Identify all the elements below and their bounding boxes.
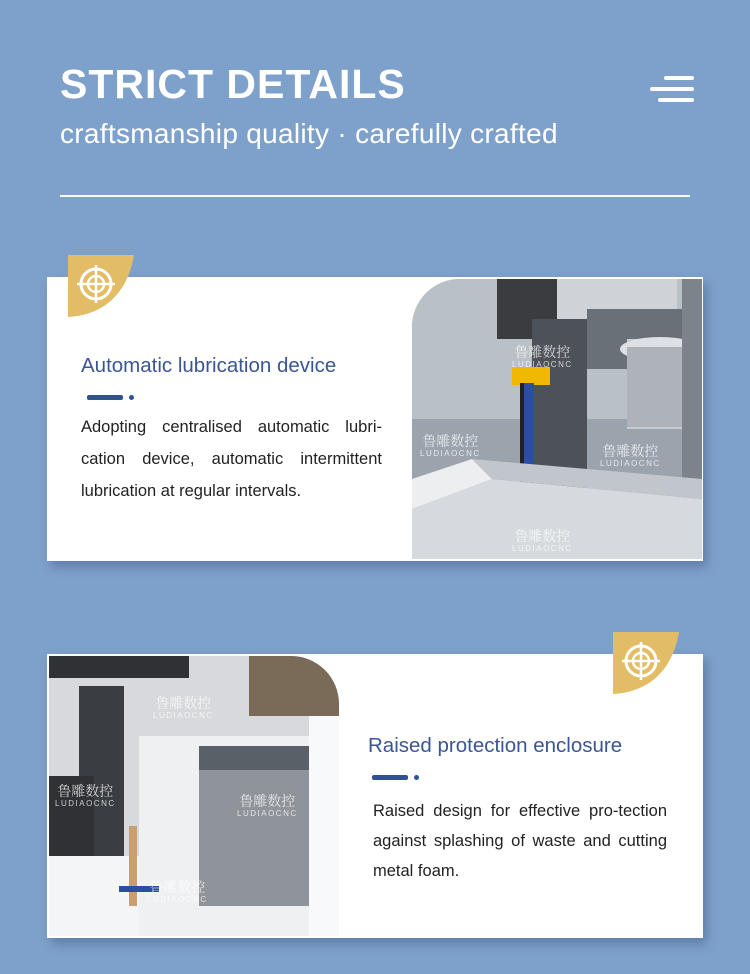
crosshair-icon xyxy=(613,632,679,694)
watermark: 鲁雕数控 LUDIAOCNC xyxy=(600,443,661,468)
watermark: 鲁雕数控 LUDIAOCNC xyxy=(512,344,573,369)
watermark: 鲁雕数控 LUDIAOCNC xyxy=(237,793,298,818)
enclosure-photo xyxy=(49,656,339,936)
page-subtitle: craftsmanship quality · carefully crafted xyxy=(60,118,558,149)
header-divider xyxy=(60,195,690,197)
watermark: 鲁雕数控 LUDIAOCNC xyxy=(153,695,214,720)
section-description: Adopting centralised automatic lubri-cation device, automatic intermittent lubrication at regular intervals. xyxy=(81,418,382,500)
crosshair-icon xyxy=(68,255,134,317)
watermark: 鲁雕数控 LUDIAOCNC xyxy=(55,783,116,808)
section-description: Raised design for effective pro-tection against splashing of waste and cutting metal foam. xyxy=(373,802,667,880)
watermark: 鲁雕数控 LUDIAOCNC xyxy=(420,433,481,458)
watermark: 鲁雕数控 LUDIAOCNC xyxy=(512,528,573,553)
title-accent xyxy=(87,395,147,401)
section-title: Automatic lubrication device xyxy=(81,354,337,377)
lubrication-device-photo xyxy=(412,279,702,559)
watermark: 鲁雕数控 LUDIAOCNC xyxy=(147,879,208,904)
menu-icon[interactable] xyxy=(650,76,694,106)
title-accent xyxy=(372,775,432,781)
section-title: Raised protection enclosure xyxy=(368,734,623,757)
page-title: STRICT DETAILS xyxy=(60,61,406,107)
